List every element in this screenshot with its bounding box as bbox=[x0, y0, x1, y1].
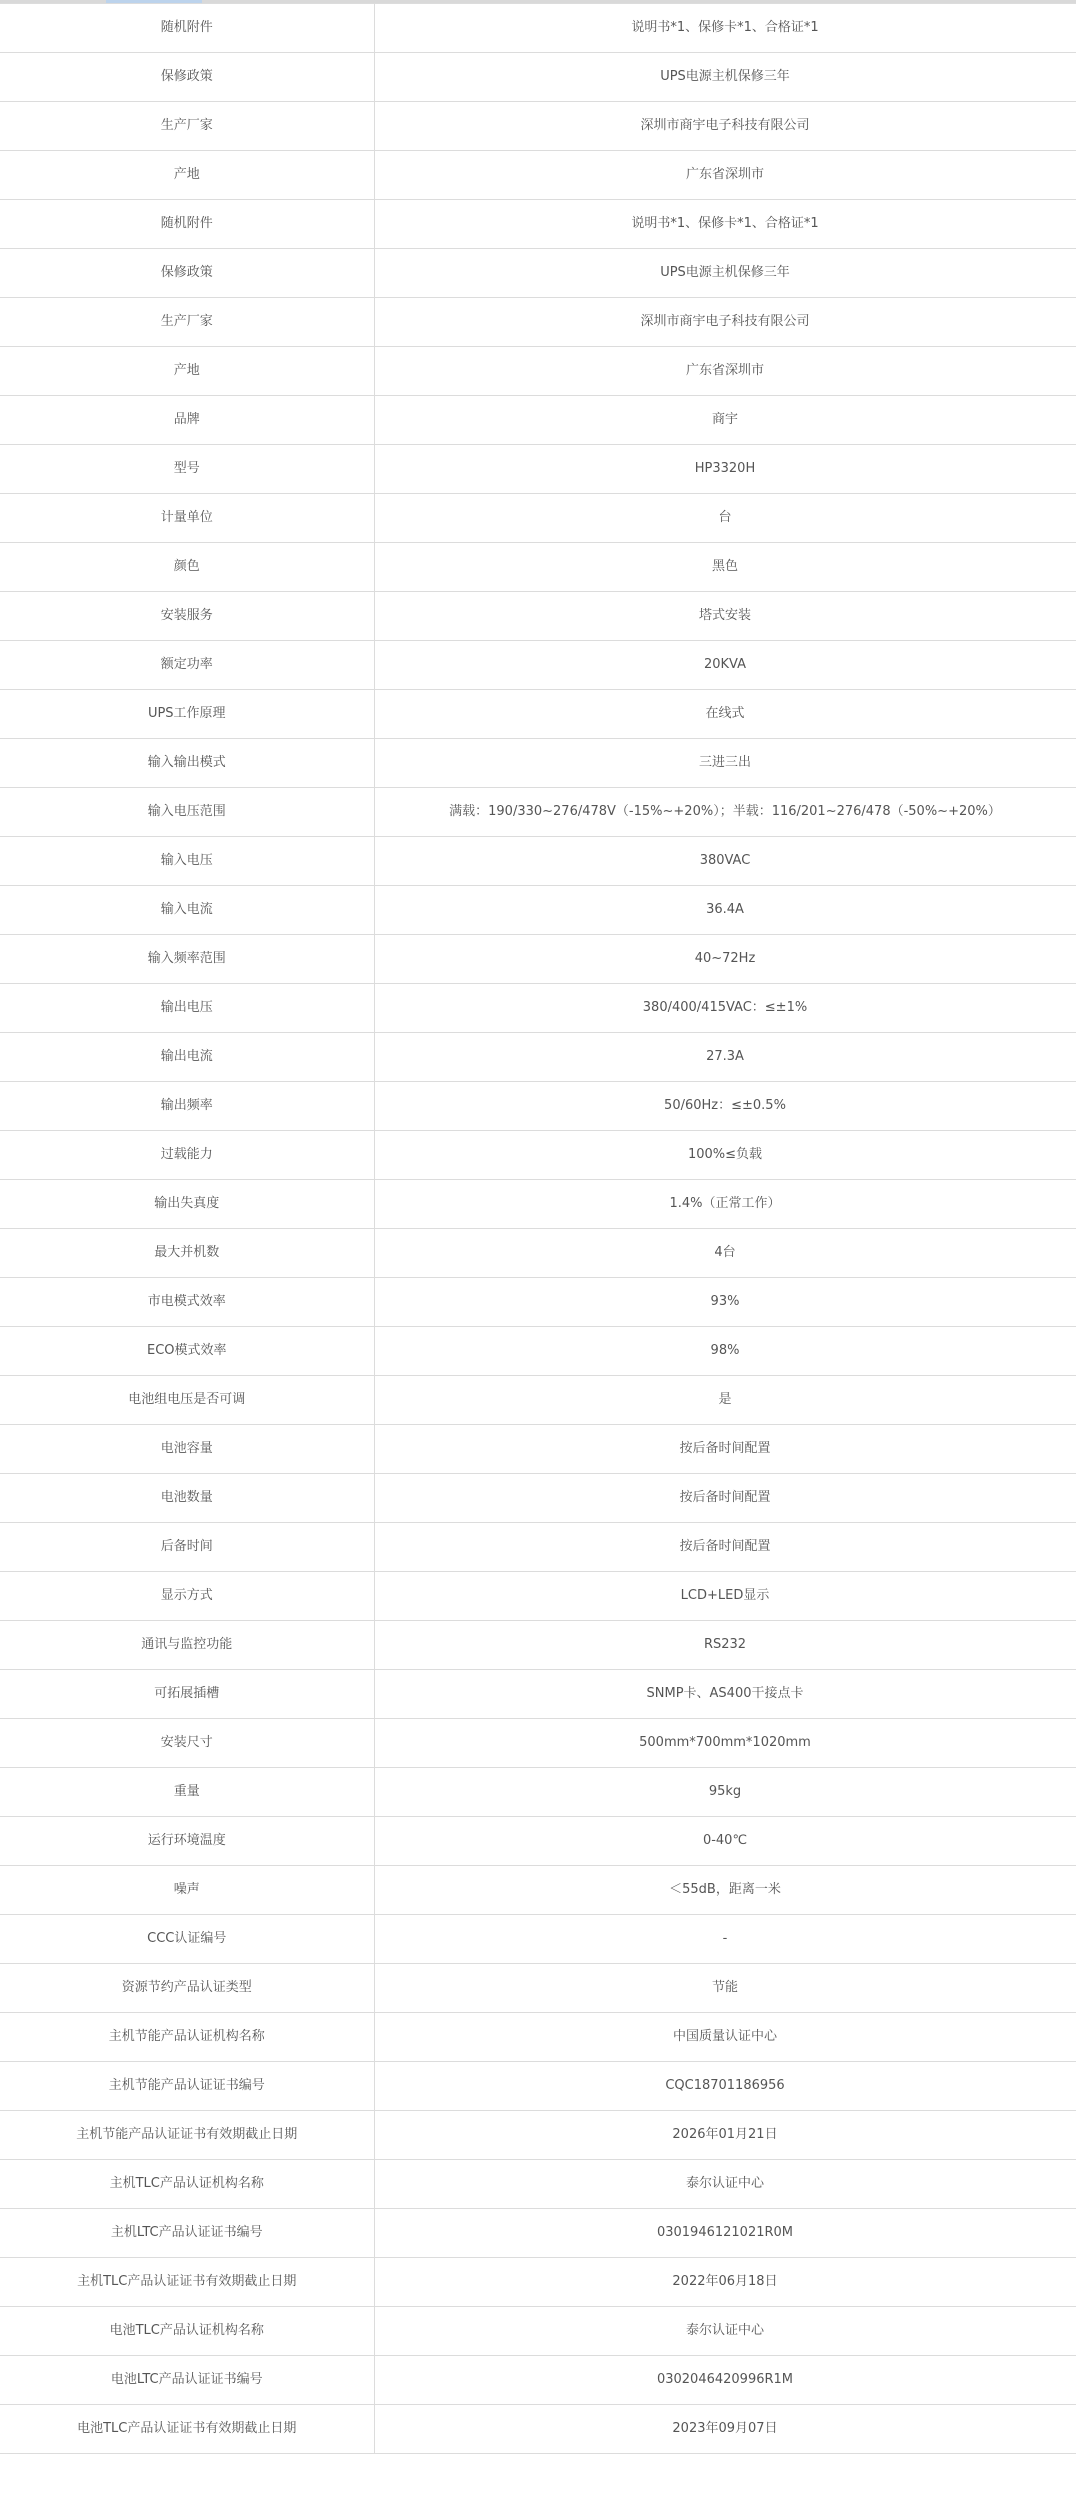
spec-label: 保修政策 bbox=[0, 53, 374, 102]
spec-label: 电池容量 bbox=[0, 1425, 374, 1474]
spec-value: 95kg bbox=[374, 1768, 1076, 1817]
spec-label: 通讯与监控功能 bbox=[0, 1621, 374, 1670]
spec-row bbox=[0, 1621, 1076, 1670]
product-spec-table bbox=[0, 3, 1076, 2454]
spec-label: 主机节能产品认证证书编号 bbox=[0, 2062, 374, 2111]
spec-label: 后备时间 bbox=[0, 1523, 374, 1572]
spec-row bbox=[0, 592, 1076, 641]
spec-label: 最大并机数 bbox=[0, 1229, 374, 1278]
spec-row bbox=[0, 2307, 1076, 2356]
spec-label: 运行环境温度 bbox=[0, 1817, 374, 1866]
spec-label: 主机节能产品认证机构名称 bbox=[0, 2013, 374, 2062]
spec-value: 深圳市商宇电子科技有限公司 bbox=[374, 298, 1076, 347]
spec-row bbox=[0, 1474, 1076, 1523]
spec-value: 0-40℃ bbox=[374, 1817, 1076, 1866]
spec-value: 深圳市商宇电子科技有限公司 bbox=[374, 102, 1076, 151]
spec-row bbox=[0, 1670, 1076, 1719]
spec-row bbox=[0, 1523, 1076, 1572]
spec-value: 台 bbox=[374, 494, 1076, 543]
spec-label: 颜色 bbox=[0, 543, 374, 592]
spec-label: 主机节能产品认证证书有效期截止日期 bbox=[0, 2111, 374, 2160]
spec-value: 100%≤负载 bbox=[374, 1131, 1076, 1180]
spec-row bbox=[0, 935, 1076, 984]
spec-label: 输入频率范围 bbox=[0, 935, 374, 984]
spec-value: 2023年09月07日 bbox=[374, 2405, 1076, 2454]
spec-value: 中国质量认证中心 bbox=[374, 2013, 1076, 2062]
spec-label: 安装尺寸 bbox=[0, 1719, 374, 1768]
spec-label: 主机LTC产品认证证书编号 bbox=[0, 2209, 374, 2258]
spec-table-body bbox=[0, 4, 1076, 2454]
spec-value: 说明书*1、保修卡*1、合格证*1 bbox=[374, 200, 1076, 249]
spec-value: 广东省深圳市 bbox=[374, 151, 1076, 200]
spec-label: 随机附件 bbox=[0, 4, 374, 53]
spec-value: 塔式安装 bbox=[374, 592, 1076, 641]
spec-value: 在线式 bbox=[374, 690, 1076, 739]
spec-value: 1.4%（正常工作） bbox=[374, 1180, 1076, 1229]
spec-label: 生产厂家 bbox=[0, 102, 374, 151]
spec-label: 生产厂家 bbox=[0, 298, 374, 347]
spec-row bbox=[0, 788, 1076, 837]
spec-row bbox=[0, 543, 1076, 592]
spec-row bbox=[0, 2258, 1076, 2307]
spec-value: UPS电源主机保修三年 bbox=[374, 53, 1076, 102]
spec-label: 产地 bbox=[0, 347, 374, 396]
spec-label: 型号 bbox=[0, 445, 374, 494]
spec-value: 泰尔认证中心 bbox=[374, 2307, 1076, 2356]
spec-value: 说明书*1、保修卡*1、合格证*1 bbox=[374, 4, 1076, 53]
spec-row bbox=[0, 1180, 1076, 1229]
spec-label: 主机TLC产品认证机构名称 bbox=[0, 2160, 374, 2209]
spec-label: 输出电压 bbox=[0, 984, 374, 1033]
spec-value: 按后备时间配置 bbox=[374, 1425, 1076, 1474]
spec-label: 显示方式 bbox=[0, 1572, 374, 1621]
spec-value: 满载：190/330~276/478V（-15%~+20%）；半载：116/201~276/478（-50%~+20%） bbox=[374, 788, 1076, 837]
spec-value: HP3320H bbox=[374, 445, 1076, 494]
spec-label: 安装服务 bbox=[0, 592, 374, 641]
spec-row bbox=[0, 1082, 1076, 1131]
spec-value: 按后备时间配置 bbox=[374, 1474, 1076, 1523]
spec-label: 噪声 bbox=[0, 1866, 374, 1915]
spec-row bbox=[0, 2356, 1076, 2405]
spec-row bbox=[0, 298, 1076, 347]
spec-value: 黑色 bbox=[374, 543, 1076, 592]
spec-row bbox=[0, 2405, 1076, 2454]
spec-value: 2026年01月21日 bbox=[374, 2111, 1076, 2160]
spec-row bbox=[0, 1229, 1076, 1278]
spec-row bbox=[0, 445, 1076, 494]
spec-label: 随机附件 bbox=[0, 200, 374, 249]
spec-label: 电池LTC产品认证证书编号 bbox=[0, 2356, 374, 2405]
spec-row bbox=[0, 2062, 1076, 2111]
spec-label: 计量单位 bbox=[0, 494, 374, 543]
spec-row bbox=[0, 494, 1076, 543]
spec-row bbox=[0, 249, 1076, 298]
spec-row bbox=[0, 102, 1076, 151]
spec-value: 380VAC bbox=[374, 837, 1076, 886]
spec-value: 是 bbox=[374, 1376, 1076, 1425]
spec-label: 保修政策 bbox=[0, 249, 374, 298]
spec-row bbox=[0, 1425, 1076, 1474]
spec-row bbox=[0, 2160, 1076, 2209]
spec-label: 电池TLC产品认证机构名称 bbox=[0, 2307, 374, 2356]
spec-value: 0301946121021R0M bbox=[374, 2209, 1076, 2258]
spec-row bbox=[0, 1278, 1076, 1327]
spec-label: UPS工作原理 bbox=[0, 690, 374, 739]
spec-label: 额定功率 bbox=[0, 641, 374, 690]
spec-row bbox=[0, 2013, 1076, 2062]
spec-label: 电池数量 bbox=[0, 1474, 374, 1523]
spec-label: 输入电压范围 bbox=[0, 788, 374, 837]
spec-value: SNMP卡、AS400干接点卡 bbox=[374, 1670, 1076, 1719]
spec-value: 0302046420996R1M bbox=[374, 2356, 1076, 2405]
spec-label: 产地 bbox=[0, 151, 374, 200]
spec-label: 电池TLC产品认证证书有效期截止日期 bbox=[0, 2405, 374, 2454]
spec-value: 98% bbox=[374, 1327, 1076, 1376]
spec-value: 20KVA bbox=[374, 641, 1076, 690]
spec-value: ＜55dB，距离一米 bbox=[374, 1866, 1076, 1915]
spec-row bbox=[0, 200, 1076, 249]
spec-value: 商宇 bbox=[374, 396, 1076, 445]
spec-row bbox=[0, 2209, 1076, 2258]
spec-label: 资源节约产品认证类型 bbox=[0, 1964, 374, 2013]
spec-row bbox=[0, 4, 1076, 53]
spec-value: 三进三出 bbox=[374, 739, 1076, 788]
spec-row bbox=[0, 1915, 1076, 1964]
spec-value: RS232 bbox=[374, 1621, 1076, 1670]
spec-value: - bbox=[374, 1915, 1076, 1964]
spec-row bbox=[0, 347, 1076, 396]
spec-value: CQC18701186956 bbox=[374, 2062, 1076, 2111]
spec-row bbox=[0, 1131, 1076, 1180]
spec-label: 重量 bbox=[0, 1768, 374, 1817]
spec-value: 380/400/415VAC：≤±1% bbox=[374, 984, 1076, 1033]
spec-value: 按后备时间配置 bbox=[374, 1523, 1076, 1572]
spec-value: 40~72Hz bbox=[374, 935, 1076, 984]
spec-value: 93% bbox=[374, 1278, 1076, 1327]
spec-label: 输出频率 bbox=[0, 1082, 374, 1131]
spec-label: 品牌 bbox=[0, 396, 374, 445]
spec-label: 过载能力 bbox=[0, 1131, 374, 1180]
spec-value: 27.3A bbox=[374, 1033, 1076, 1082]
spec-label: 输出电流 bbox=[0, 1033, 374, 1082]
spec-row bbox=[0, 690, 1076, 739]
spec-value: 4台 bbox=[374, 1229, 1076, 1278]
spec-row bbox=[0, 1376, 1076, 1425]
spec-row bbox=[0, 739, 1076, 788]
spec-value: 节能 bbox=[374, 1964, 1076, 2013]
spec-row bbox=[0, 53, 1076, 102]
spec-row bbox=[0, 984, 1076, 1033]
spec-value: 泰尔认证中心 bbox=[374, 2160, 1076, 2209]
spec-value: 广东省深圳市 bbox=[374, 347, 1076, 396]
spec-row bbox=[0, 2111, 1076, 2160]
spec-label: 输入电流 bbox=[0, 886, 374, 935]
spec-label: CCC认证编号 bbox=[0, 1915, 374, 1964]
spec-label: 主机TLC产品认证证书有效期截止日期 bbox=[0, 2258, 374, 2307]
spec-row bbox=[0, 1327, 1076, 1376]
spec-value: LCD+LED显示 bbox=[374, 1572, 1076, 1621]
spec-row bbox=[0, 837, 1076, 886]
spec-value: UPS电源主机保修三年 bbox=[374, 249, 1076, 298]
spec-row bbox=[0, 1719, 1076, 1768]
spec-row bbox=[0, 396, 1076, 445]
spec-row bbox=[0, 1817, 1076, 1866]
spec-value: 36.4A bbox=[374, 886, 1076, 935]
spec-row bbox=[0, 641, 1076, 690]
spec-row bbox=[0, 151, 1076, 200]
spec-row bbox=[0, 1768, 1076, 1817]
spec-row bbox=[0, 1033, 1076, 1082]
spec-label: 输入输出模式 bbox=[0, 739, 374, 788]
spec-label: ECO模式效率 bbox=[0, 1327, 374, 1376]
spec-row bbox=[0, 1866, 1076, 1915]
spec-label: 输入电压 bbox=[0, 837, 374, 886]
spec-value: 2022年06月18日 bbox=[374, 2258, 1076, 2307]
spec-value: 500mm*700mm*1020mm bbox=[374, 1719, 1076, 1768]
spec-row bbox=[0, 1572, 1076, 1621]
spec-label: 市电模式效率 bbox=[0, 1278, 374, 1327]
spec-value: 50/60Hz：≤±0.5% bbox=[374, 1082, 1076, 1131]
spec-label: 可拓展插槽 bbox=[0, 1670, 374, 1719]
spec-label: 输出失真度 bbox=[0, 1180, 374, 1229]
spec-row bbox=[0, 886, 1076, 935]
spec-label: 电池组电压是否可调 bbox=[0, 1376, 374, 1425]
spec-row bbox=[0, 1964, 1076, 2013]
